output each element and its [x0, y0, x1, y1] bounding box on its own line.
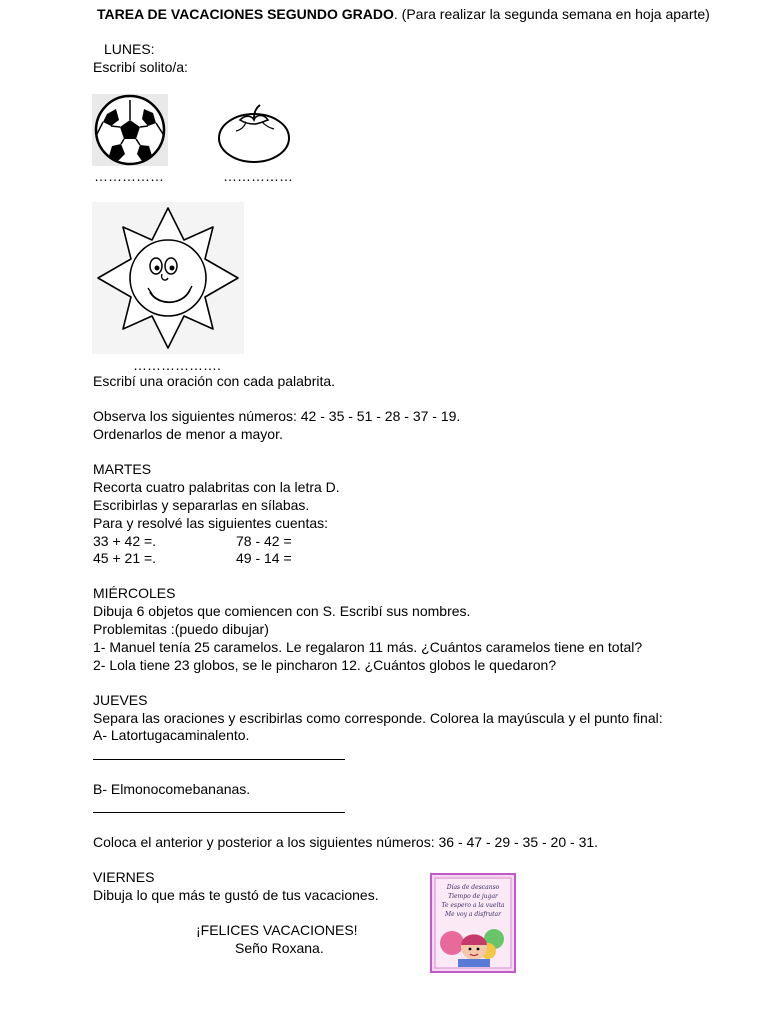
order-task: Ordenarlos de menor a mayor.: [93, 426, 283, 442]
subtraction-1: 78 - 42 =: [236, 533, 292, 549]
day-viernes: VIERNES: [93, 869, 155, 885]
item-a: A- Latortugacaminalento.: [93, 727, 250, 743]
title-bold: TAREA DE VACACIONES SEGUNDO GRADO: [97, 6, 394, 22]
sum-2: 45 + 21 =.: [93, 550, 157, 566]
item-b: B- Elmonocomebananas.: [93, 781, 251, 797]
numbers-task: Observa los siguientes números: 42 - 35 - 51 - 28 - 37 - 19.: [93, 408, 461, 424]
ball-answer-dots: ……………: [94, 168, 164, 184]
vacation-card-image: [430, 873, 516, 973]
day-martes: MARTES: [93, 461, 152, 477]
martes-line-1: Recorta cuatro palabritas con la letra D.: [93, 479, 340, 495]
day-lunes: LUNES:: [104, 41, 155, 57]
miercoles-line-2: Problemitas :(puedo dibujar): [93, 621, 269, 637]
day-miercoles: MIÉRCOLES: [93, 585, 176, 601]
tomato-icon: [216, 102, 292, 164]
page-title: [97, 6, 710, 24]
day-jueves: JUEVES: [93, 692, 148, 708]
answer-line-b: [93, 811, 345, 813]
soccer-ball-icon: [92, 94, 168, 166]
farewell-text: ¡FELICES VACACIONES!: [196, 922, 358, 938]
card-line-3: Te espero a la vuelta: [441, 902, 505, 909]
answer-line-a: [93, 758, 345, 760]
lunes-instruction: Escribí solito/a:: [93, 59, 188, 75]
jueves-numbers-task: Coloca el anterior y posterior a los siguientes números: 36 - 47 - 29 - 35 - 20 - 31.: [93, 834, 599, 850]
martes-line-3: Para y resolvé las siguientes cuentas:: [93, 515, 329, 531]
sun-answer-dots: ……………….: [133, 357, 221, 373]
martes-line-2: Escribirlas y separarlas en sílabas.: [93, 497, 310, 513]
sum-1: 33 + 42 =.: [93, 533, 157, 549]
jueves-instruction: Separa las oraciones y escribirlas como corresponde. Colorea la mayúscula y el punto final:: [93, 710, 663, 726]
tomato-answer-dots: ……………: [223, 168, 293, 184]
sentence-task: Escribí una oración con cada palabrita.: [93, 373, 336, 389]
signature-text: Seño Roxana.: [235, 940, 324, 956]
viernes-instruction: Dibuja lo que más te gustó de tus vacaciones.: [93, 887, 379, 903]
card-line-1: Días de descanso: [446, 884, 500, 891]
problem-1: 1- Manuel tenía 25 caramelos. Le regalaron 11 más. ¿Cuántos caramelos tiene en total?: [93, 639, 643, 655]
title-rest: . (Para realizar la segunda semana en hoja aparte): [393, 6, 710, 22]
card-line-2: Tiempo de jugar: [448, 893, 498, 900]
smiling-sun-icon: [92, 202, 244, 354]
subtraction-2: 49 - 14 =: [236, 550, 292, 566]
card-line-4: Me voy a disfrutar: [444, 911, 502, 918]
problem-2: 2- Lola tiene 23 globos, se le pincharon 12. ¿Cuántos globos le quedaron?: [93, 657, 557, 673]
miercoles-line-1: Dibuja 6 objetos que comiencen con S. Escribí sus nombres.: [93, 603, 471, 619]
